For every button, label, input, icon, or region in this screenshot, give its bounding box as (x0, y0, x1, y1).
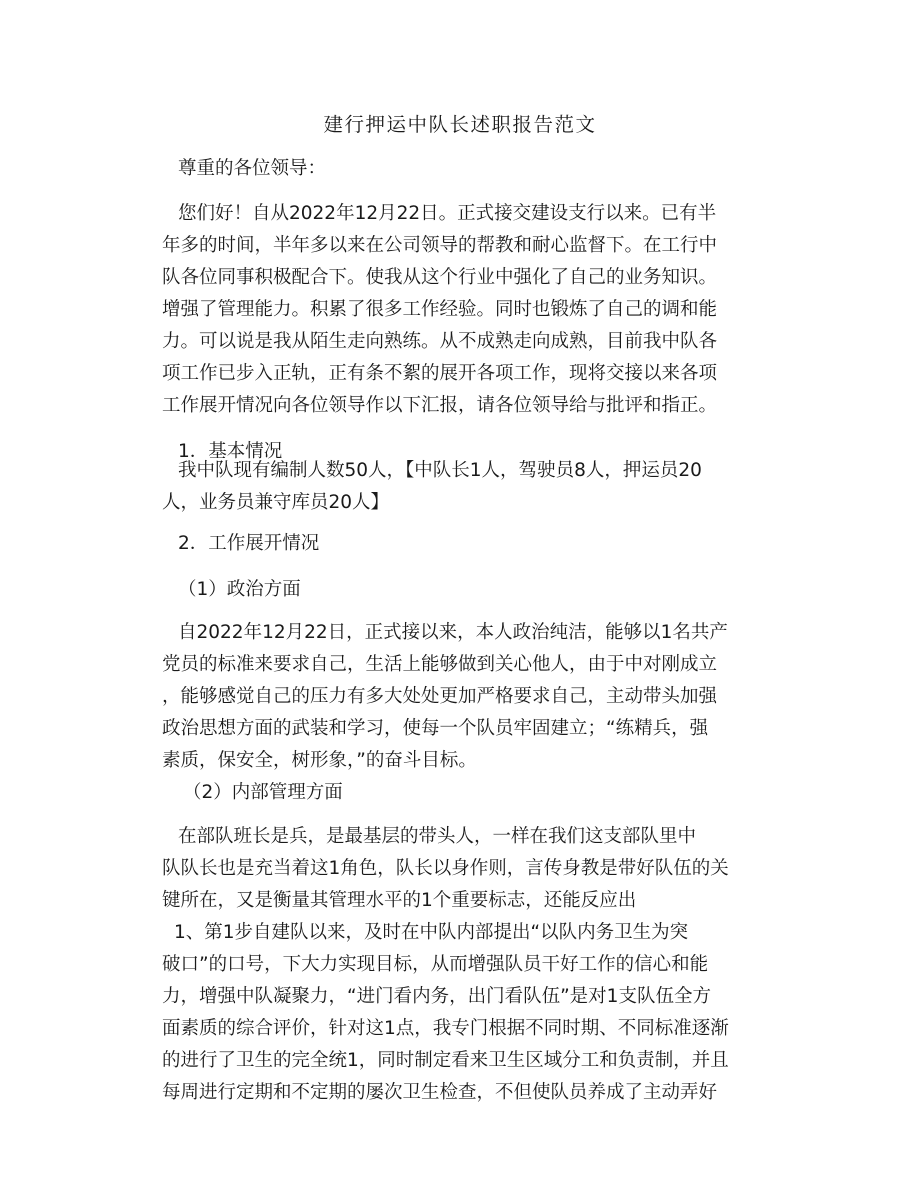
section1-paragraph (162, 455, 738, 519)
sub1-line: 素质，保安全，树形象，”的奋斗目标。 (162, 750, 477, 771)
item1-line: 1、第1步自建队以来，及时在中队内部提出“以队内务卫生为突 (174, 922, 689, 943)
section2-heading: 2．工作展开情况 (178, 533, 320, 554)
sub1-line: ，能够感觉自己的压力有多大处处更加严格要求自己，主动带头加强 (162, 686, 718, 707)
sub2-line: 队队长也是充当着这1角色，队长以身作则，言传身教是带好队伍的关 (162, 858, 729, 879)
intro-line: 工作展开情况向各位领导作以下汇报，请各位领导给与批评和指正。 (162, 395, 718, 416)
salutation: 尊重的各位领导： (178, 158, 327, 179)
intro-line: 队各位同事积极配合下。使我从这个行业中强化了自己的业务知识。 (162, 267, 718, 288)
sub1-heading: （1）政治方面 (178, 579, 301, 600)
section1-line: 人，业务员兼守库员20人】 (162, 492, 390, 513)
intro-line: 增强了管理能力。积累了很多工作经验。同时也锻炼了自己的调和能 (162, 299, 718, 320)
item1-line: 的进行了卫生的完全统1，同时制定看来卫生区域分工和负责制，并且 (162, 1050, 729, 1071)
intro-line: 项工作已步入正轨，正有条不絮的展开各项工作，现将交接以来各项 (162, 363, 718, 384)
sub2-line: 在部队班长是兵，是最基层的带头人，一样在我们这支部队里中 (178, 826, 697, 847)
sub1-paragraph (162, 617, 738, 777)
sub1-line: 党员的标准来要求自己，生活上能够做到关心他人，由于中对刚成立 (162, 654, 718, 675)
intro-paragraph (162, 198, 738, 422)
sub1-line: 政治思想方面的武装和学习，使每一个队员牢固建立；“练精兵，强 (162, 718, 709, 739)
item1-line: 每周进行定期和不定期的屡次卫生检查，不但使队员养成了主动弄好 (162, 1082, 718, 1103)
sub1-line: 自2022年12月22日，正式接以来，本人政治纯洁，能够以1名共产 (178, 622, 728, 643)
item1-line: 面素质的综合评价，针对这1点，我专门根据不同时期、不同标准逐渐 (162, 1018, 729, 1039)
item1-line: 力，增强中队凝聚力，“进门看内务，出门看队伍”是对1支队伍全方 (162, 986, 711, 1007)
item1-line: 破口”的口号，下大力实现目标，从而增强队员干好工作的信心和能 (162, 954, 709, 975)
document-title: 建行押运中队长述职报告范文 (323, 113, 597, 136)
intro-line: 年多的时间，半年多以来在公司领导的帮教和耐心监督下。在工行中 (162, 235, 718, 256)
section1-heading: 1．基本情况 (178, 441, 283, 462)
sub2-line: 键所在，又是衡量其管理水平的1个重要标志，还能反应出 (162, 890, 637, 911)
section1-line: 我中队现有编制人数50人，【中队长1人，驾驶员8人，押运员20 (178, 460, 702, 481)
sub2-heading: （2）内部管理方面 (183, 782, 343, 803)
intro-line: 力。可以说是我从陌生走向熟练。从不成熟走向成熟，目前我中队各 (162, 331, 718, 352)
intro-line: 您们好！自从2022年12月22日。正式接交建设支行以来。已有半 (178, 203, 717, 224)
sub2-paragraph (162, 821, 738, 917)
item1-paragraph (162, 917, 738, 1109)
